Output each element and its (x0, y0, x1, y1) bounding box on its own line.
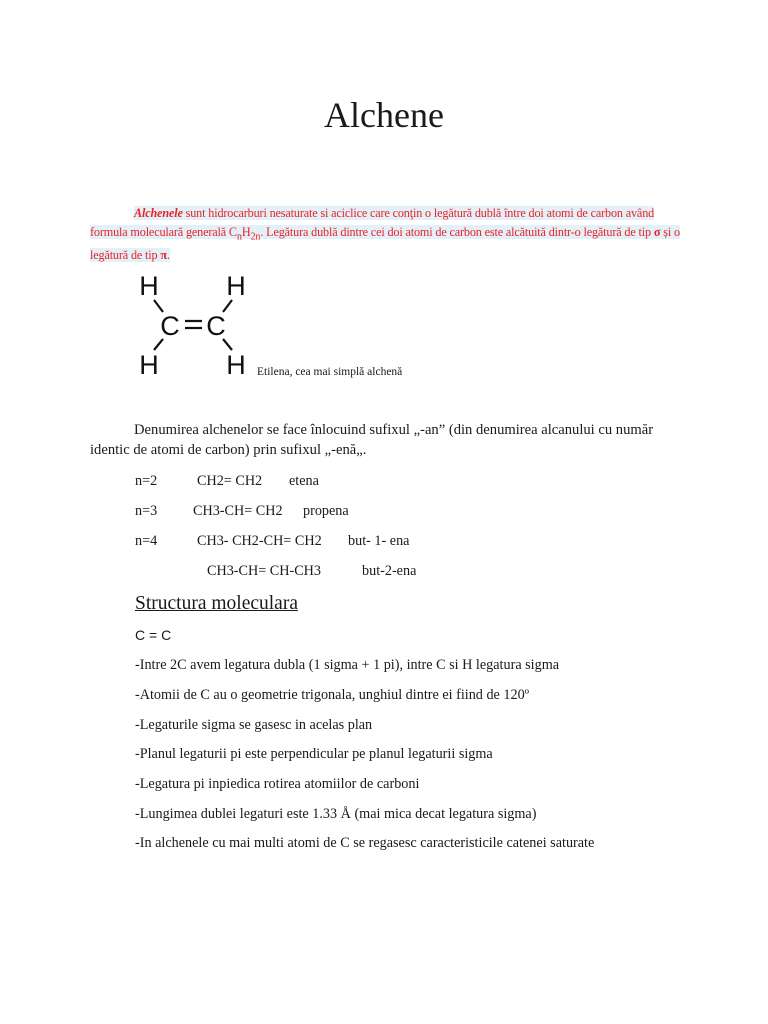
structure-bullet: -Atomii de C au o geometrie trigonala, unghiul dintre ei fiind de 120º (135, 687, 530, 703)
bond-c-h-bottom-left (154, 339, 163, 350)
structure-bullet: -Planul legaturii pi este perpendicular pe planul legaturii sigma (135, 746, 493, 762)
formula-h: H (241, 224, 251, 239)
bond-c-h-bottom-right (223, 339, 232, 350)
formula-sub-2n: 2n (250, 230, 261, 242)
structure-bullet: -Legaturile sigma se gasesc in acelas plan (135, 717, 373, 733)
bond-h-c-top-right (223, 300, 232, 312)
atom-h-top-right: H (226, 271, 246, 301)
intro-paragraph (90, 204, 680, 265)
atom-h-top-left: H (139, 271, 159, 301)
atom-c-left: C (160, 311, 180, 341)
row-n3-formula: CH3-CH= CH2 (193, 503, 283, 519)
row-n4-name: but- 1- ena (348, 533, 410, 549)
section-heading-structure: Structura moleculara (135, 593, 298, 614)
page-title: Alchene (324, 95, 444, 135)
row-n2-n: n=2 (135, 473, 158, 489)
atom-c-right: C (206, 311, 226, 341)
bond-h-c-top-left (154, 300, 163, 312)
row-n4-formula: CH3- CH2-CH= CH2 (197, 533, 322, 549)
row-n4b-formula: CH3-CH= CH-CH3 (207, 563, 322, 579)
atom-h-bottom-left: H (139, 350, 159, 380)
intro-text-1: sunt hidrocarburi nesaturate si aciclice care conţin o legătură dublă între doi atomi de carbon având formula moleculară generală C (90, 206, 655, 239)
row-n3-n: n=3 (135, 503, 158, 519)
intro-term: Alchenele (134, 206, 183, 220)
ethylene-structure (134, 268, 254, 380)
row-n4b-name: but-2-ena (362, 563, 417, 579)
molecule-caption: Etilena, cea mai simplă alchenă (257, 366, 403, 378)
row-n3-name: propena (303, 503, 349, 519)
row-n4-n: n=4 (135, 533, 158, 549)
pi-symbol: π (160, 248, 167, 263)
naming-paragraph (90, 420, 680, 460)
naming-text: Denumirea alchenelor se face înlocuind sufixul „-an” (din denumirea alcanului cu număr identic de atomi de carbon) prin sufixul „-enă„. (90, 422, 654, 458)
formula-sub-n: n (236, 230, 242, 242)
structure-bullet: -In alchenele cu mai multi atomi de C se regasesc caracteristicile catenei saturate (135, 835, 595, 851)
atom-h-bottom-right: H (226, 350, 246, 380)
intro-highlight (90, 206, 680, 262)
row-n2-formula: CH2= CH2 (197, 473, 263, 489)
intro-text-2: . Legătura dublă dintre cei doi atomi de carbon este alcătuită dintr-o legătură de tip (260, 224, 654, 239)
double-bond-formula: C = C (135, 627, 172, 643)
structure-bullet: -Intre 2C avem legatura dubla (1 sigma + 1 pi), intre C si H legatura sigma (135, 657, 560, 673)
sigma-symbol: σ (653, 224, 661, 239)
intro-text-3: și o legătură de tip (90, 224, 680, 263)
row-n2-name: etena (289, 473, 319, 489)
intro-text-4: . (166, 248, 170, 263)
ethylene-diagram (134, 268, 254, 380)
structure-bullet: -Legatura pi inpiedica rotirea atomiilor de carboni (135, 776, 420, 792)
structure-bullet: -Lungimea dublei legaturi este 1.33 Å (mai mica decat legatura sigma) (135, 806, 537, 822)
